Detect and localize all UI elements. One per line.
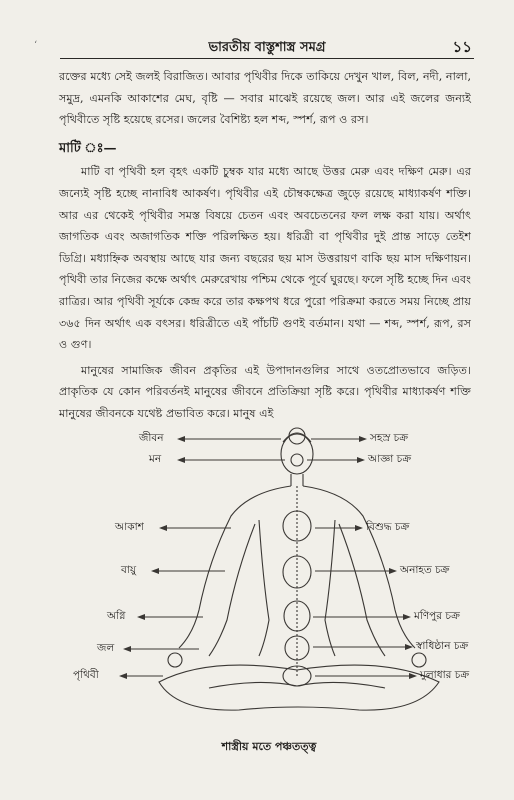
header-title: ভারতীয় বাস্তুশাস্ত্র সমগ্র: [208, 40, 326, 55]
chakra-figure: [59, 420, 479, 756]
paragraph-3: মানুষের সামাজিক জীবন প্রকৃতির এই উপাদানগুলির সাথে ওতপ্রোতভাবে জড়িত। প্রাকৃতিক যে কোন পরিবর্তনই মানুষের জীবনে প্রতিক্রিয়া সৃষ্টি করে। পৃথিবীর মাধ্যাকর্ষণ শক্তি মানুষের জীবনকে যথেষ্ট প্রভাবিত করে। মানুষ এই: [59, 363, 471, 420]
paragraph-2: মাটি বা পৃথিবী হল বৃহৎ একটি চুম্বক যার মধ্যে আছে উত্তর মেরু এবং দক্ষিণ মেরু। এর জন্যেই সৃষ্টি হচ্ছে নানাবিধ আকর্ষণ। পৃথিবীর এই চৌম্বকক্ষেত্র জুড়ে রয়েছে মাধ্যাকর্ষণ শক্তি। আর এর থেকেই পৃথিবীর সমস্ত বিষয়ে চেতন এবং অবচেতনের ফল লক্ষ করা যায়। অর্থাৎ জাগতিক এবং অজাগতিক শক্তি পরিলক্ষিত হয়। ধরিত্রী বা পৃথিবীর দুই প্রান্ত সাড়ে তেইশ ডিগ্রি। মধ্যাহ্নিক অবস্থায় আছে যার জন্য বছরের ছয় মাস উত্তরায়ণ বাকি ছয় মাস দক্ষিণায়ন। পৃথিবী তার নিজের কক্ষে অর্থাৎ মেরুরেখায় পশ্চিম থেকে পূর্বে ঘুরছে। ফলে সৃষ্টি হচ্ছে দিন এবং রাত্রির। আর পৃথিবী সূর্যকে কেন্দ্র করে তার কক্ষপথ ধরে পুরো পরিক্রমা করতে সময় নিচ্ছে প্রায় ৩৬৫ দিন অর্থাৎ এক বৎসর। ধরিত্রীতে এই পাঁচটি গুণই বর্তমান। যথা — শব্দ, স্পর্শ, রূপ, রস ও গুণ।: [59, 165, 471, 352]
label-muladhar-chakra: মুলাধার চক্র: [420, 669, 470, 681]
label-jiban: জীবন: [139, 432, 164, 444]
section-heading: মাটি ঃ—: [59, 140, 117, 156]
label-jal: জল: [97, 642, 115, 654]
figure-caption: শাস্ত্রীয় মতে পঞ্চতত্ত্ব: [221, 740, 317, 753]
paragraph-1: রক্তের মধ্যে সেই জলই বিরাজিত। আবার পৃথিবীর দিকে তাকিয়ে দেখুন খাল, বিল, নদী, নালা, সমুদ্র, এমনকি আকাশের মেঘ, বৃষ্টি — সবার মাঝেই রয়েছে জল। আর এই জলের জন্যই পৃথিবীতে সৃষ্টি হয়েছে রসের। জলের বৈশিষ্ট্য হল শব্দ, স্পর্শ, রূপ ও রস।: [59, 70, 471, 127]
label-sahasra-chakra: সহস্র চক্র: [370, 432, 409, 444]
running-header: [60, 36, 474, 59]
meditating-figure-illustration: [59, 420, 479, 756]
label-mon: মন: [149, 453, 162, 465]
label-prithibi: পৃথিবী: [73, 669, 99, 681]
label-ajna-chakra: আজ্ঞা চক্র: [368, 453, 412, 465]
label-akash: আকাশ: [115, 521, 144, 533]
label-bayu: বায়ু: [121, 564, 137, 576]
margin-mark: ʻ: [34, 40, 38, 51]
label-swadhisthan-chakra: স্বাধিষ্ঠান চক্র: [416, 640, 469, 652]
label-manipur-chakra: মণিপুর চক্র: [414, 610, 460, 622]
label-agni: অগ্নি: [107, 610, 126, 622]
label-bishuddha-chakra: বিশুদ্ধ চক্র: [366, 521, 410, 533]
body-text: [59, 66, 471, 425]
page-number: ১১: [452, 38, 472, 56]
label-anahata-chakra: অনাহত চক্র: [400, 564, 450, 576]
